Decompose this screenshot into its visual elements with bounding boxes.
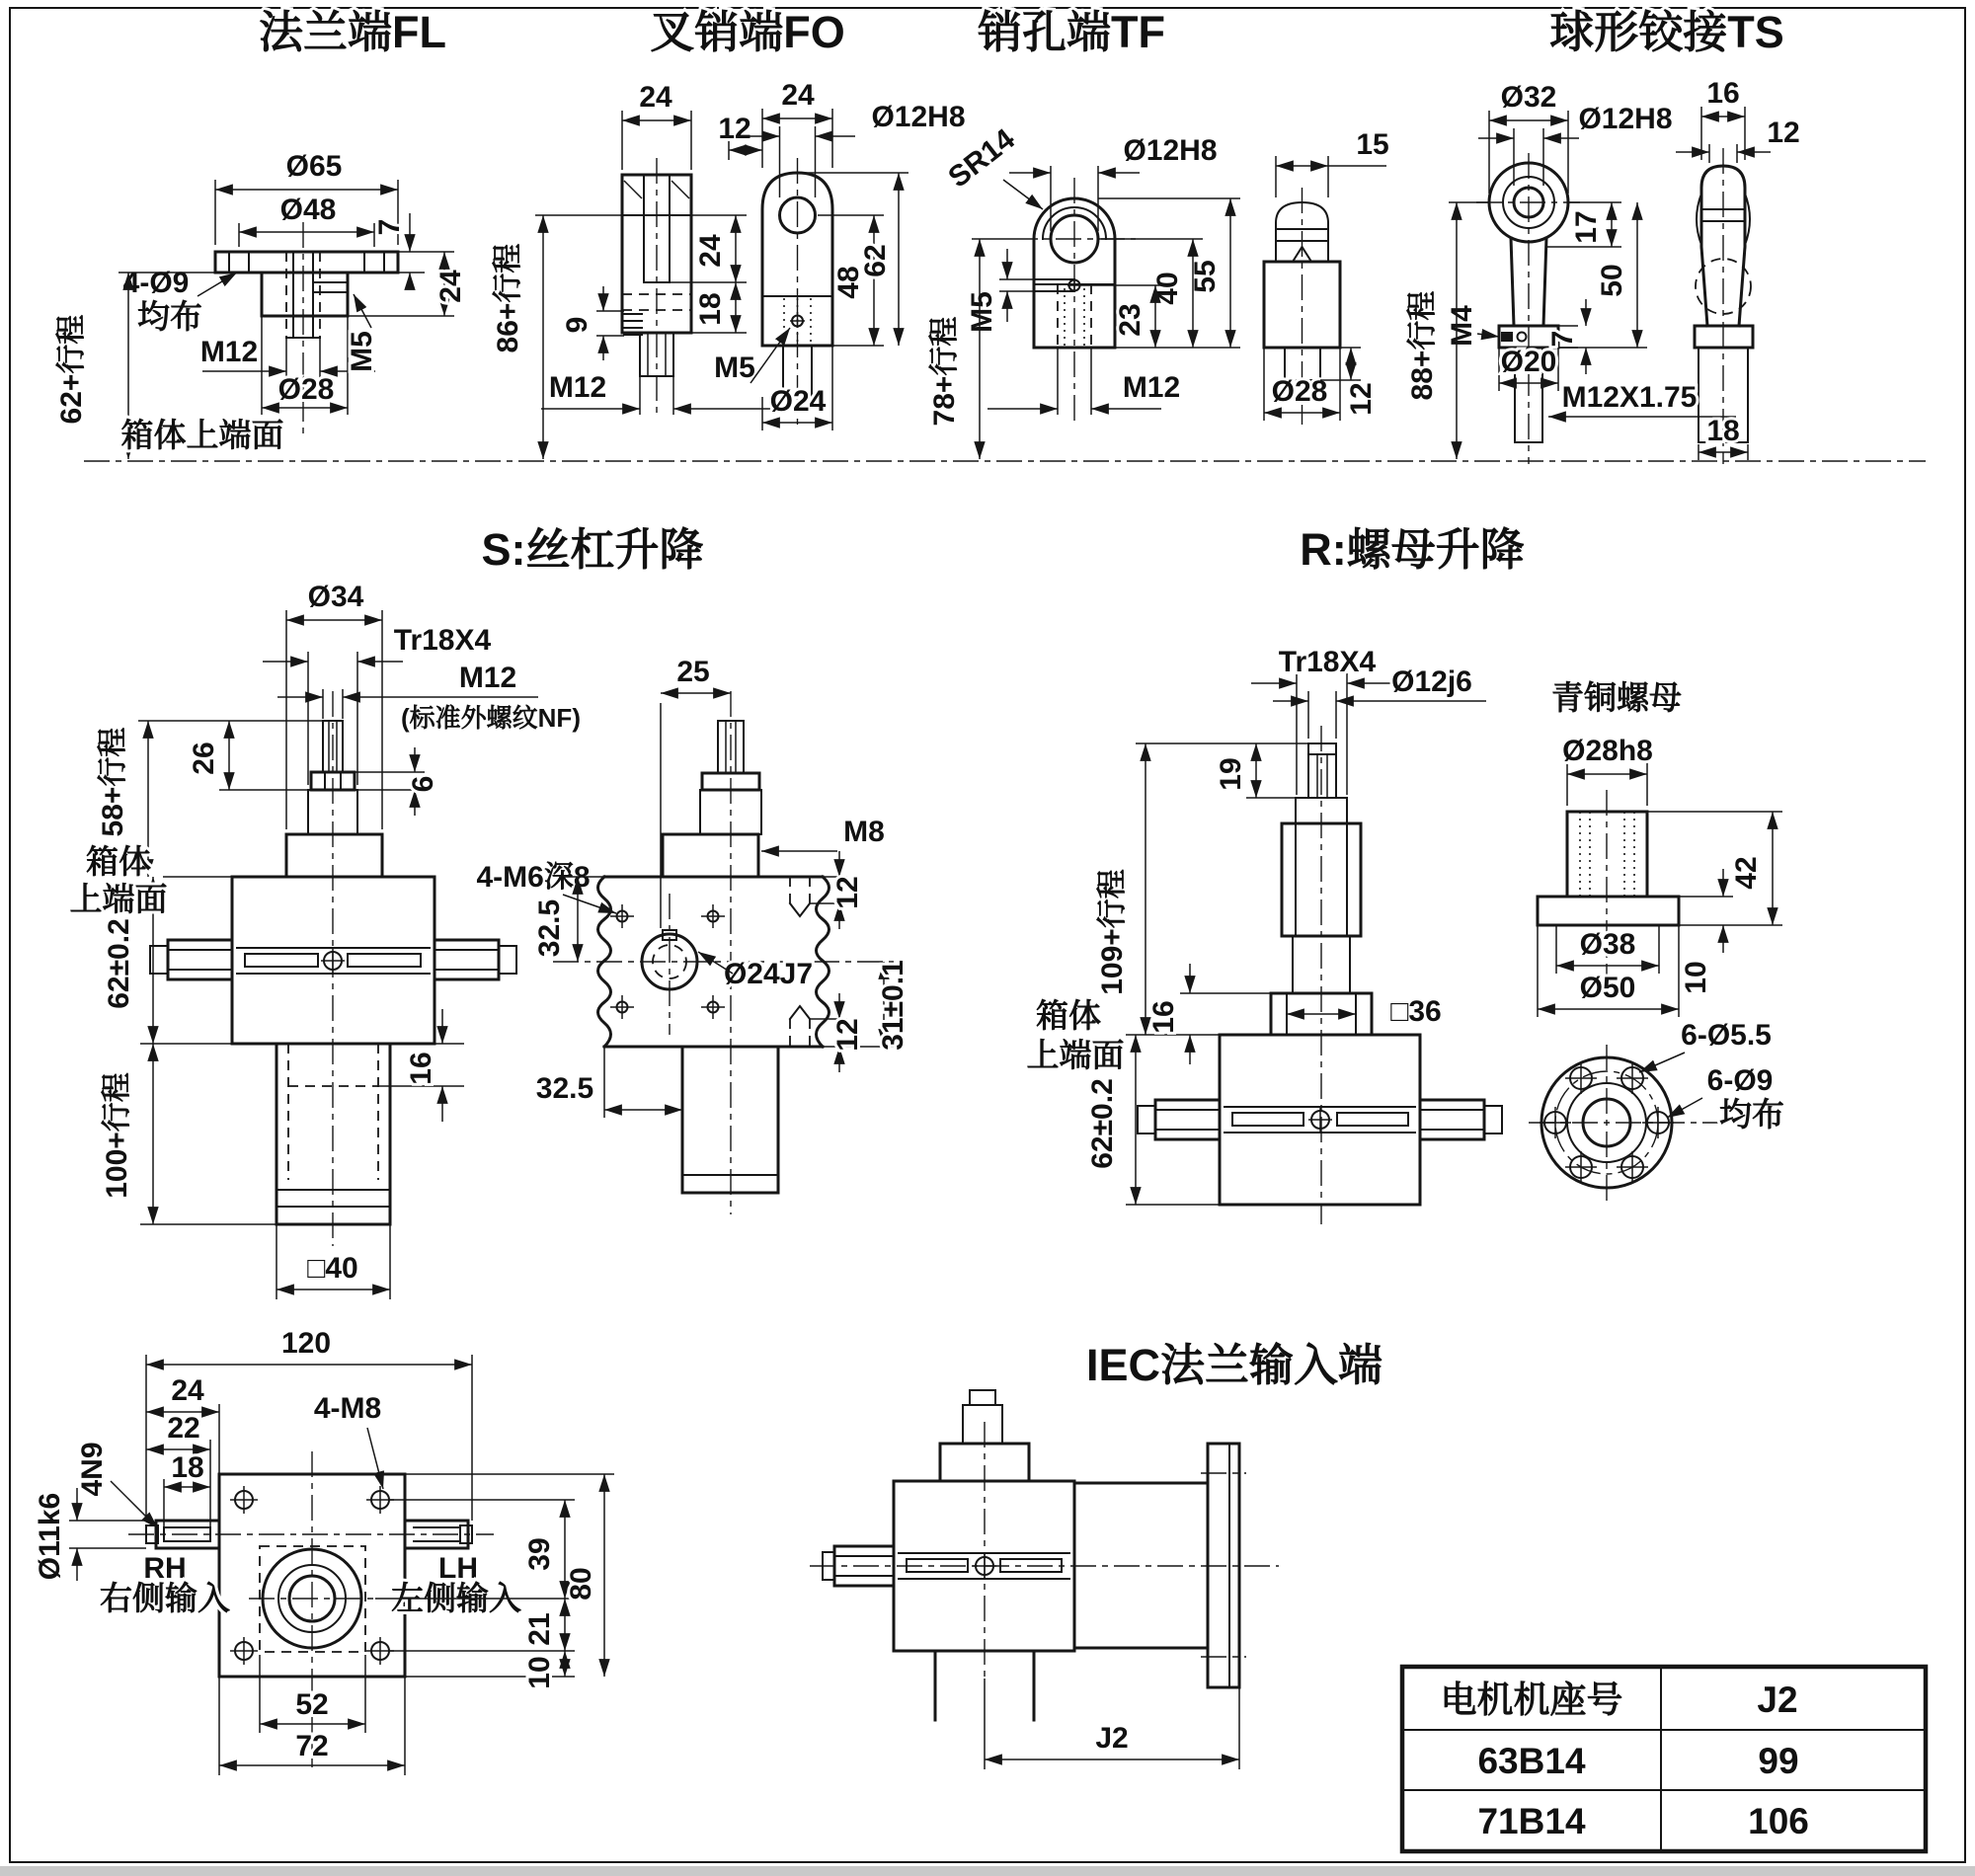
nut-dim-d50: Ø50 — [1579, 972, 1636, 1004]
table-header-j2: J2 — [1757, 1680, 1798, 1720]
input-label-lh: LH — [438, 1552, 478, 1585]
fl-dim-7: 7 — [373, 218, 406, 236]
s-dim-nf: (标准外螺纹NF) — [401, 703, 581, 733]
fl-dim-d28: Ø28 — [277, 373, 335, 406]
tf-dim-15: 15 — [1356, 128, 1389, 161]
s-dim-62: 62±0.2 — [103, 918, 135, 1009]
s-dim-tr: Tr18X4 — [393, 624, 492, 657]
ts-dim-7: 7 — [1546, 330, 1579, 348]
s-dim-16b: 16 — [405, 1052, 437, 1085]
s-dim-325a: 32.5 — [533, 899, 566, 958]
nut-title: 青铜螺母 — [1551, 679, 1682, 716]
s-dim-325b: 32.5 — [535, 1072, 594, 1105]
table-cell-frame-1: 71B14 — [1477, 1801, 1586, 1841]
fo-dim-24a: 24 — [639, 81, 672, 114]
s-dim-sq40: □40 — [307, 1252, 358, 1285]
fo-dim-24b: 24 — [781, 79, 815, 112]
fl-dim-24: 24 — [434, 270, 467, 303]
ts-dim-m4: M4 — [1446, 305, 1478, 347]
s-dim-6: 6 — [407, 775, 439, 793]
ts-dim-m12: M12X1.75 — [1561, 381, 1698, 414]
input-dim-52: 52 — [295, 1688, 329, 1721]
fl-dim-d48: Ø48 — [279, 194, 337, 226]
r-label-box2: 上端面 — [1026, 1037, 1125, 1073]
ts-dim-17: 17 — [1570, 210, 1603, 244]
ts-dim-12: 12 — [1767, 117, 1800, 149]
input-dim-key: 4N9 — [76, 1442, 109, 1497]
r-title: R:螺母升降 — [1300, 524, 1525, 575]
motor-frame-table — [1402, 1667, 1926, 1851]
fo-dim-48: 48 — [832, 266, 865, 299]
s-dim-m6: 4-M6深8 — [476, 861, 591, 894]
tf-dim-12: 12 — [1345, 382, 1378, 416]
s-label-box2: 上端面 — [69, 881, 168, 917]
tf-dim-m5: M5 — [966, 291, 998, 333]
nut-dim-d38: Ø38 — [1579, 928, 1636, 961]
ts-dim-18: 18 — [1706, 415, 1740, 447]
s-dim-12b: 12 — [831, 1018, 864, 1052]
input-label-rh: RH — [143, 1552, 187, 1585]
fl-dim-m12: M12 — [199, 336, 259, 368]
table-cell-j2-0: 99 — [1758, 1741, 1799, 1781]
tf-dim-stroke: 78+行程 — [928, 316, 961, 427]
s-dim-d34: Ø34 — [307, 581, 364, 613]
tf-dim-d12h8: Ø12H8 — [1123, 134, 1218, 167]
input-dim-72: 72 — [295, 1730, 329, 1762]
tf-dim-sr14: SR14 — [942, 122, 1021, 195]
nut-dim-h9: 6-Ø9 — [1706, 1064, 1774, 1097]
input-dim-m8: 4-M8 — [313, 1392, 382, 1425]
tf-dim-55: 55 — [1189, 260, 1222, 293]
fo-dim-24c: 24 — [694, 234, 727, 268]
fl-dim-junbu: 均布 — [137, 298, 202, 335]
s-dim-d24j7: Ø24J7 — [723, 958, 814, 990]
s-dim-26: 26 — [188, 742, 220, 775]
input-dim-39: 39 — [523, 1537, 556, 1571]
s-dim-stroke-bot: 100+行程 — [101, 1072, 133, 1199]
tf-title: 销孔端TF — [978, 7, 1165, 57]
r-dim-d12j6: Ø12j6 — [1391, 665, 1472, 698]
s-dim-m8: M8 — [843, 816, 885, 848]
ts-dim-d12h8: Ø12H8 — [1578, 103, 1673, 135]
fo-dim-m12: M12 — [548, 371, 607, 404]
fl-title: 法兰端FL — [259, 7, 446, 57]
nut-dim-h55: 6-Ø5.5 — [1681, 1019, 1772, 1052]
fo-dim-m5: M5 — [714, 352, 755, 384]
ts-title: 球形铰接TS — [1549, 7, 1784, 57]
iec-dim-j2: J2 — [1095, 1722, 1129, 1755]
s-dim-m12: M12 — [458, 662, 517, 694]
fo-dim-stroke: 86+行程 — [492, 243, 524, 353]
tf-dim-40: 40 — [1151, 272, 1184, 305]
ts-dim-d32: Ø32 — [1500, 81, 1557, 114]
fo-dim-18: 18 — [694, 292, 727, 326]
r-dim-62: 62±0.2 — [1086, 1078, 1119, 1169]
input-dim-120: 120 — [280, 1327, 332, 1360]
tf-dim-m12: M12 — [1122, 371, 1181, 404]
fl-dim-m5: M5 — [346, 331, 378, 372]
r-dim-19: 19 — [1215, 757, 1247, 791]
ts-dim-16: 16 — [1706, 77, 1740, 110]
input-label-lhcn: 左侧输入 — [391, 1580, 521, 1616]
fl-dim-d65: Ø65 — [285, 150, 343, 183]
fo-dim-d24: Ø24 — [769, 385, 827, 418]
s-label-box1: 箱体 — [86, 843, 151, 880]
fo-title: 叉销端FO — [650, 7, 845, 57]
input-dim-d11: Ø11k6 — [34, 1492, 66, 1581]
ts-dim-stroke: 88+行程 — [1406, 290, 1439, 401]
s-title: S:丝杠升降 — [481, 524, 704, 575]
input-dim-21: 21 — [523, 1612, 556, 1646]
input-dim-22: 22 — [167, 1412, 200, 1445]
nut-dim-42: 42 — [1730, 856, 1763, 890]
fl-dim-stroke: 62+行程 — [55, 314, 88, 425]
input-dim-24: 24 — [171, 1374, 204, 1407]
tf-dim-d28: Ø28 — [1271, 375, 1328, 408]
tf-dim-23: 23 — [1114, 303, 1146, 337]
s-dim-stroke-top: 58+行程 — [97, 727, 129, 837]
s-dim-25: 25 — [676, 656, 710, 688]
input-dim-18: 18 — [171, 1451, 204, 1484]
r-dim-16: 16 — [1147, 1000, 1180, 1034]
fl-label-boxtop: 箱体上端面 — [120, 417, 284, 453]
r-dim-sq36: □36 — [1390, 995, 1442, 1028]
fo-dim-9: 9 — [561, 316, 593, 334]
r-dim-tr: Tr18X4 — [1278, 646, 1377, 678]
s-dim-12a: 12 — [831, 876, 864, 909]
input-dim-10: 10 — [523, 1656, 556, 1689]
r-label-box1: 箱体 — [1036, 997, 1101, 1034]
table-cell-j2-1: 106 — [1748, 1801, 1809, 1841]
nut-dim-d28h8: Ø28h8 — [1562, 735, 1653, 767]
scan-shadow — [0, 1866, 1975, 1876]
table-cell-frame-0: 63B14 — [1477, 1741, 1586, 1781]
ts-dim-d20: Ø20 — [1500, 346, 1557, 378]
fo-dim-12: 12 — [718, 113, 751, 145]
fo-dim-62: 62 — [859, 244, 892, 277]
fo-dim-d12h8: Ø12H8 — [871, 101, 966, 133]
nut-dim-10: 10 — [1680, 961, 1712, 994]
input-label-rhcn: 右侧输入 — [100, 1580, 230, 1616]
ts-dim-50: 50 — [1596, 264, 1628, 297]
table-header-frame: 电机机座号 — [1440, 1680, 1623, 1720]
nut-dim-junbu: 均布 — [1719, 1096, 1784, 1133]
fl-dim-holes: 4-Ø9 — [122, 267, 190, 299]
s-dim-31: 31±0.1 — [877, 960, 909, 1051]
r-dim-stroke: 109+行程 — [1096, 869, 1129, 995]
iec-title: IEC法兰输入端 — [1085, 1340, 1383, 1390]
input-dim-80: 80 — [565, 1567, 597, 1601]
